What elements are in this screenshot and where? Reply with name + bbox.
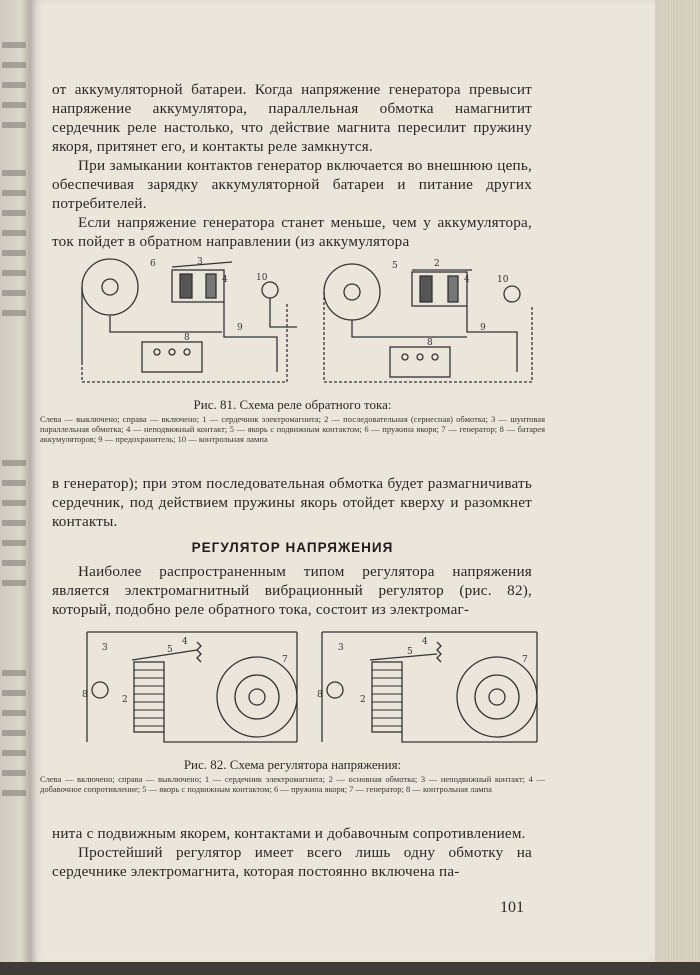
paragraph: При замыкании контактов генератор включается во внешнюю цепь, обеспечивая зарядку аккумуляторной батареи и питание других потребителей.: [52, 157, 532, 212]
svg-text:10: 10: [497, 275, 509, 285]
previous-page-edge: [0, 0, 30, 975]
svg-text:2: 2: [360, 695, 366, 705]
svg-text:8: 8: [184, 333, 190, 343]
paragraph: Если напряжение генератора станет меньше, чем у аккумулятора, ток пойдет в обратном направлении (из аккумулятора: [52, 214, 532, 250]
paragraph: в генератор); при этом последовательная обмотка будет размагничивать сердечник, под действием пружины якорь отойдет кверху и разомкнет контакты.: [52, 475, 532, 530]
section-heading: РЕГУЛЯТОР НАПРЯЖЕНИЯ: [191, 540, 394, 555]
svg-text:8: 8: [317, 690, 323, 700]
svg-text:10: 10: [256, 273, 268, 283]
page-number: 101: [500, 899, 524, 916]
figure-82-legend: Слева — включено; справа — выключено; 1 — сердечник электромагнита; 2 — основная обмотка; 3 — неподвижный контакт; 4 — добавочное сопротивление; 5 — якорь с подвижным контактом; 6 — пружина якоря; 7 — генератор; 8 — контрольная лампа: [40, 774, 545, 794]
svg-text:9: 9: [480, 323, 486, 333]
svg-text:4: 4: [422, 637, 428, 647]
figure-81-diagram: [72, 252, 542, 392]
svg-text:5: 5: [167, 645, 173, 655]
svg-text:4: 4: [464, 275, 470, 285]
table-surface: [0, 962, 700, 975]
svg-text:7: 7: [522, 655, 528, 665]
paragraph: от аккумуляторной батареи. Когда напряжение генератора превысит напряжение аккумулятора, параллельная обмотка намагнитит сердечник реле настолько, что действие магнита пересилит пружину якоря, притянет его, и контакты реле замкнутся.: [52, 81, 532, 155]
svg-text:5: 5: [392, 261, 398, 271]
svg-text:6: 6: [150, 259, 156, 269]
figure-82-diagram: [72, 622, 542, 752]
svg-text:2: 2: [434, 259, 440, 269]
svg-text:8: 8: [427, 338, 433, 348]
svg-text:3: 3: [102, 643, 108, 653]
svg-text:8: 8: [82, 690, 88, 700]
figure-82-caption: Рис. 82. Схема регулятора напряжения:: [183, 757, 402, 772]
paragraph: нита с подвижным якорем, контактами и добавочным сопротивлением.: [52, 825, 526, 842]
paragraph: Простейший регулятор имеет всего лишь одну обмотку на сердечнике электромагнита, которая постоянно включена па-: [52, 844, 532, 880]
svg-text:3: 3: [197, 257, 203, 267]
svg-text:5: 5: [407, 647, 413, 657]
text-block-section: [52, 562, 532, 619]
paragraph: Наиболее распространенным типом регулятора напряжения является электромагнитный вибрационный регулятор (рис. 82), который, подобно реле обратного тока, состоит из электромаг-: [52, 563, 532, 618]
svg-text:4: 4: [222, 275, 228, 285]
text-block-bottom: [52, 824, 532, 881]
svg-text:7: 7: [282, 655, 288, 665]
page-stack-edge: [655, 0, 700, 962]
figure-81-legend: Слева — выключено; справа — включено; 1 — сердечник электромагнита; 2 — последовательная (сериесная) обмотка; 3 — шунтовая параллельная обмотка; 4 — неподвижный контакт; 5 — якорь с подвижным контактом; 6 — пружина якоря; 7 — генератор; 8 — батарея аккумуляторов; 9 — предохранитель; 10 — контрольная лампа: [40, 414, 545, 444]
figure-81-caption: Рис. 81. Схема реле обратного тока:: [193, 397, 392, 412]
text-block-top: [52, 80, 532, 251]
svg-text:3: 3: [338, 643, 344, 653]
svg-text:2: 2: [122, 695, 128, 705]
svg-text:4: 4: [182, 637, 188, 647]
svg-text:9: 9: [237, 323, 243, 333]
text-block-middle: [52, 474, 532, 531]
